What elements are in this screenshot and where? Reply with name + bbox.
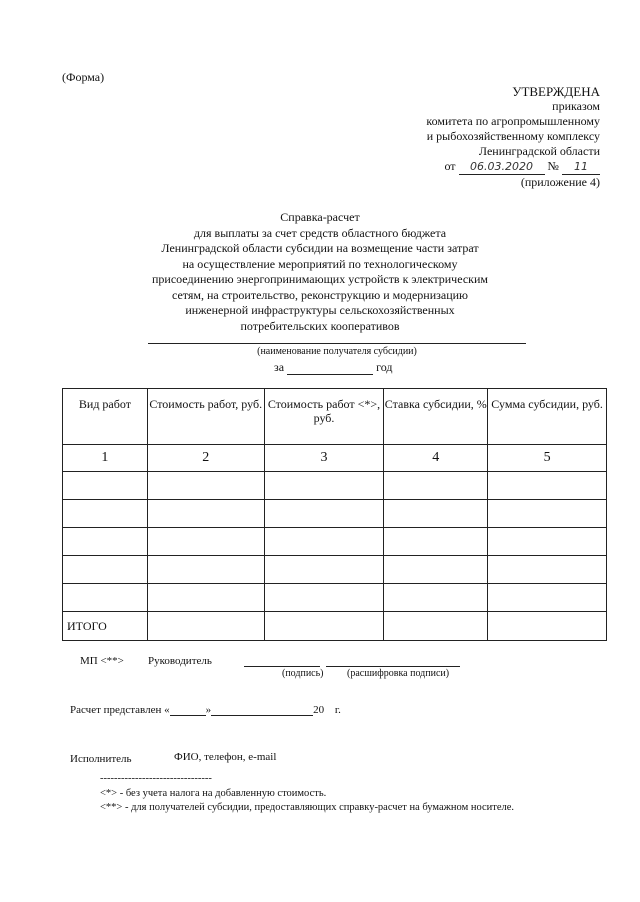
table-cell <box>63 500 148 528</box>
submitted-prefix: Расчет представлен « <box>70 704 170 716</box>
table-row <box>63 472 607 500</box>
header-cell: Сумма субсидии, руб. <box>488 389 607 445</box>
document-title <box>150 210 490 334</box>
table-row <box>63 584 607 612</box>
header-cell: Ставка субсидии, % <box>384 389 488 445</box>
table-cell <box>488 556 607 584</box>
year-line <box>274 360 392 375</box>
title-line-7: инженерной инфраструктуры сельскохозяйственных <box>185 303 455 317</box>
title-line-8: потребительских кооперативов <box>240 318 400 333</box>
approval-line-2: комитета по агропромышленному <box>426 114 600 128</box>
table-cell <box>264 556 384 584</box>
column-number: 3 <box>264 445 384 472</box>
year-blank <box>287 361 373 375</box>
approval-line-4: Ленинградской области <box>478 144 600 158</box>
table-cell <box>147 500 264 528</box>
table-cell <box>264 584 384 612</box>
title-line-2: для выплаты за счет средств областного бюджета <box>193 225 447 240</box>
month-blank <box>211 703 313 716</box>
table-cell <box>63 556 148 584</box>
signature-decode-line <box>326 666 460 667</box>
table-row <box>63 556 607 584</box>
table-total-row <box>63 612 607 641</box>
table-cell <box>264 500 384 528</box>
column-number: 1 <box>63 445 148 472</box>
table-cell <box>488 500 607 528</box>
submitted-line <box>70 703 341 716</box>
title-line-3: Ленинградской области субсидии на возмещение части затрат <box>161 241 479 255</box>
title-line-5: присоединению энергопринимающих устройств к электрическим <box>151 272 488 286</box>
column-number: 2 <box>147 445 264 472</box>
handwritten-date: 06.03.2020 <box>459 159 545 175</box>
table-row <box>63 500 607 528</box>
header-cell: Вид работ <box>63 389 148 445</box>
recipient-name-line <box>148 343 526 344</box>
table-cell <box>264 612 384 641</box>
table-cell <box>384 472 488 500</box>
table-cell <box>384 500 488 528</box>
recipient-caption: (наименование получателя субсидии) <box>257 346 417 357</box>
executor-contacts: ФИО, телефон, e-mail <box>174 751 277 763</box>
footnote-1: <*> - без учета налога на добавленную стоимость. <box>100 788 327 799</box>
table-cell <box>264 528 384 556</box>
signature-caption: (подпись) <box>282 668 324 679</box>
approval-date-line <box>426 159 600 175</box>
table-cell <box>384 528 488 556</box>
column-number: 5 <box>488 445 607 472</box>
table-header-row <box>63 389 607 445</box>
table-cell <box>147 472 264 500</box>
header-cell: Стоимость работ, руб. <box>147 389 264 445</box>
approval-appendix: (приложение 4) <box>520 175 600 189</box>
signature-line <box>244 666 320 667</box>
table-cell <box>384 612 488 641</box>
year-prefix: за <box>274 360 285 374</box>
table-number-row <box>63 445 607 472</box>
calculation-table <box>62 388 607 641</box>
header-cell: Стоимость работ <*>, руб. <box>264 389 384 445</box>
date-prefix: от <box>444 159 456 173</box>
executor-label: Исполнитель <box>70 753 132 765</box>
year-suffix: год <box>376 360 393 374</box>
table-cell <box>63 528 148 556</box>
submitted-middle: » <box>205 704 212 716</box>
table-cell <box>264 472 384 500</box>
footnote-2: <**> - для получателей субсидии, предоставляющих справку-расчет на бумажном носителе. <box>100 802 515 813</box>
approval-line-3: и рыбохозяйственному комплексу <box>426 129 600 143</box>
submitted-suffix: г. <box>334 704 341 716</box>
column-number: 4 <box>384 445 488 472</box>
table-cell <box>488 472 607 500</box>
table-cell <box>147 612 264 641</box>
table-row <box>63 528 607 556</box>
table-cell <box>488 612 607 641</box>
handwritten-number: 11 <box>562 159 600 175</box>
table-cell <box>384 556 488 584</box>
total-label: ИТОГО <box>63 612 148 641</box>
table-cell <box>147 556 264 584</box>
approval-line-1: приказом <box>552 99 600 113</box>
table-cell <box>147 584 264 612</box>
table-cell <box>384 584 488 612</box>
table-cell <box>488 584 607 612</box>
approval-title: УТВЕРЖДЕНА <box>512 84 600 99</box>
title-line-6: сетям, на строительство, реконструкцию и модернизацию <box>171 287 469 302</box>
form-label: (Форма) <box>62 70 105 84</box>
day-blank <box>170 703 206 716</box>
title-line-1: Справка-расчет <box>280 210 360 224</box>
mp-label: МП <**> <box>80 655 124 667</box>
decode-caption: (расшифровка подписи) <box>347 668 450 679</box>
submitted-year: 20 <box>313 704 325 716</box>
table-cell <box>488 528 607 556</box>
table-cell <box>63 472 148 500</box>
head-label: Руководитель <box>148 655 212 667</box>
approval-block <box>426 84 600 190</box>
table-cell <box>147 528 264 556</box>
footnote-separator: -------------------------------- <box>100 773 212 784</box>
number-prefix: № <box>547 159 559 173</box>
table-cell <box>63 584 148 612</box>
title-line-4: на осуществление мероприятий по технологическому <box>182 256 458 271</box>
